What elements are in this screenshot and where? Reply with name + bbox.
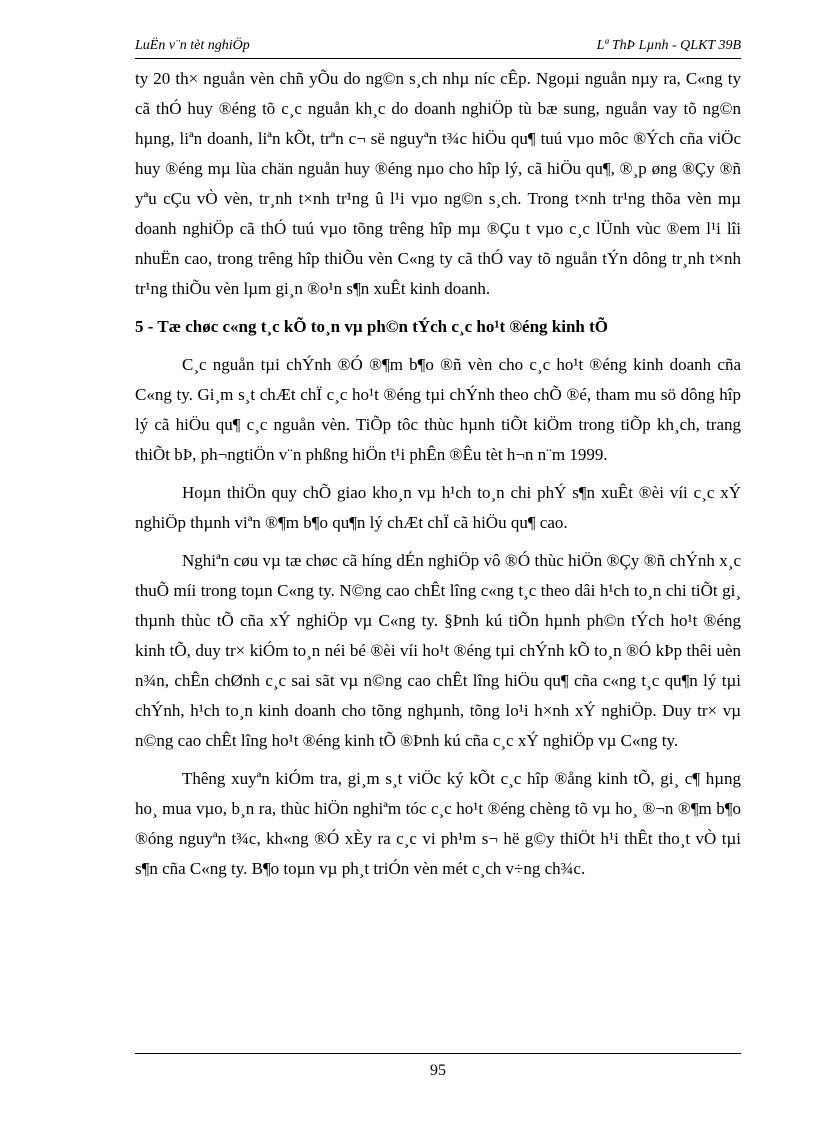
paragraph-2: C¸c nguån tµi chÝnh ®Ó ®¶m b¶o ®ñ vèn cho c¸c ho¹t ®éng kinh doanh cña C«ng ty. Gi¸m s¸t chÆt chÏ c¸c ho¹t ®éng tµi chÝnh theo chÕ ®é, tham mu sö dông hîp lý cã hiÖu qu¶ c¸c nguån vèn. TiÕp tôc thùc hµnh tiÕt kiÖm trong tiÕp kh¸ch, trang thiÕt bÞ, ph¬ngtiÖn v¨n phßng hiÖn t¹i phÊn ®Êu tèt h¬n n¨m 1999. bbox=[135, 355, 741, 464]
paragraph-5: Thêng xuyªn kiÓm tra, gi¸m s¸t viÖc ký kÕt c¸c hîp ®ång kinh tÕ, gi¸ c¶ hµng ho¸ mua vµo, b¸n ra, thùc hiÖn nghiªm tóc c¸c ho¹t ®éng chèng tõ vµ ho¸ ®¬n ®¶m b¶o ®óng nguyªn t¾c, kh«ng ®Ó xÈy ra c¸c vi ph¹m s¬ hë g©y thiÖt h¹i thÊt tho¸t vÒ tµi s¶n cña C«ng ty. B¶o toµn vµ ph¸t triÓn vèn mét c¸ch v÷ng ch¾c. bbox=[135, 769, 741, 878]
paragraph-4: Nghiªn cøu vµ tæ chøc cã híng dÉn nghiÖp vô ®Ó thùc hiÖn ®Çy ®ñ chÝnh x¸c thuÕ míi trong toµn C«ng ty. N©ng cao chÊt lîng c«ng t¸c theo dâi h¹ch to¸n chi tiÕt gi¸ thµnh thùc tÕ cña xÝ nghiÖp vµ C«ng ty. §Þnh kú tiÕn hµnh ph©n tÝch ho¹t ®éng kinh tÕ, duy tr× kiÓm to¸n néi bé ®èi víi ho¹t ®éng tµi chÝnh kÕ to¸n ®Ó kÞp thêi uèn n¾n, chÊn chØnh c¸c sai sãt vµ n©ng cao chÊt lîng hiÖu qu¶ cña c«ng t¸c qu¶n lý tµi chÝnh, h¹ch to¸n kinh doanh cho tõng nghµnh, tõng lo¹i h×nh xÝ nghiÖp. Duy tr× vµ n©ng cao chÊt lîng ho¹t ®éng kinh tÕ ®Þnh kú cña c¸c xÝ nghiÖp vµ C«ng ty. bbox=[135, 551, 741, 750]
thesis-title: LuËn v¨n tèt nghiÖp bbox=[135, 38, 250, 53]
page-number: 95 bbox=[430, 1062, 446, 1079]
page-header bbox=[135, 36, 741, 58]
header-rule bbox=[135, 58, 741, 59]
section-heading: 5 - Tæ chøc c«ng t¸c kÕ to¸n vµ ph©n tÝch c¸c ho¹t ®éng kinh tÕ bbox=[135, 317, 609, 336]
page-body bbox=[135, 64, 741, 884]
footer-rule bbox=[135, 1053, 741, 1054]
author-class: Lª ThÞ Lµnh - QLKT 39B bbox=[596, 38, 741, 53]
paragraph-1: ty 20 th× nguån vèn chñ yÕu do ng©n s¸ch nhµ níc cÊp. Ngoµi nguån nµy ra, C«ng ty cã thÓ huy ®éng tõ c¸c nguån kh¸c do doanh nghiÖp tù bæ sung, nguån vay tõ ng©n hµng, liªn doanh, liªn kÕt, trªn c¬ së nguyªn t¾c hiÖu qu¶ tuú vµo môc ®Ých cña viÖc huy ®éng mµ lùa chän nguån huy ®éng nµo cho hîp lý, cã hiÖu qu¶, ®¸p øng ®Çy ®ñ yªu cÇu vÒ vèn, tr¸nh t×nh tr¹ng û l¹i vµo ng©n s¸ch. Trong t×nh tr¹ng thõa vèn mµ doanh nghiÖp cã thÓ tuú vµo tõng trêng hîp mµ ®Çu t vµo c¸c lÜnh vùc ®em l¹i lîi nhuËn cao, trong trêng hîp thiÕu vèn C«ng ty cã thÓ vay tõ nguån tÝn dông tr¸nh t×nh tr¹ng thiÕu vèn lµm gi¸n ®o¹n s¶n xuÊt kinh doanh. bbox=[135, 69, 741, 298]
paragraph-3: Hoµn thiÖn quy chÕ giao kho¸n vµ h¹ch to¸n chi phÝ s¶n xuÊt ®èi víi c¸c xÝ nghiÖp thµnh viªn ®¶m b¶o qu¶n lý chÆt chÏ cã hiÖu qu¶ cao. bbox=[135, 483, 741, 532]
